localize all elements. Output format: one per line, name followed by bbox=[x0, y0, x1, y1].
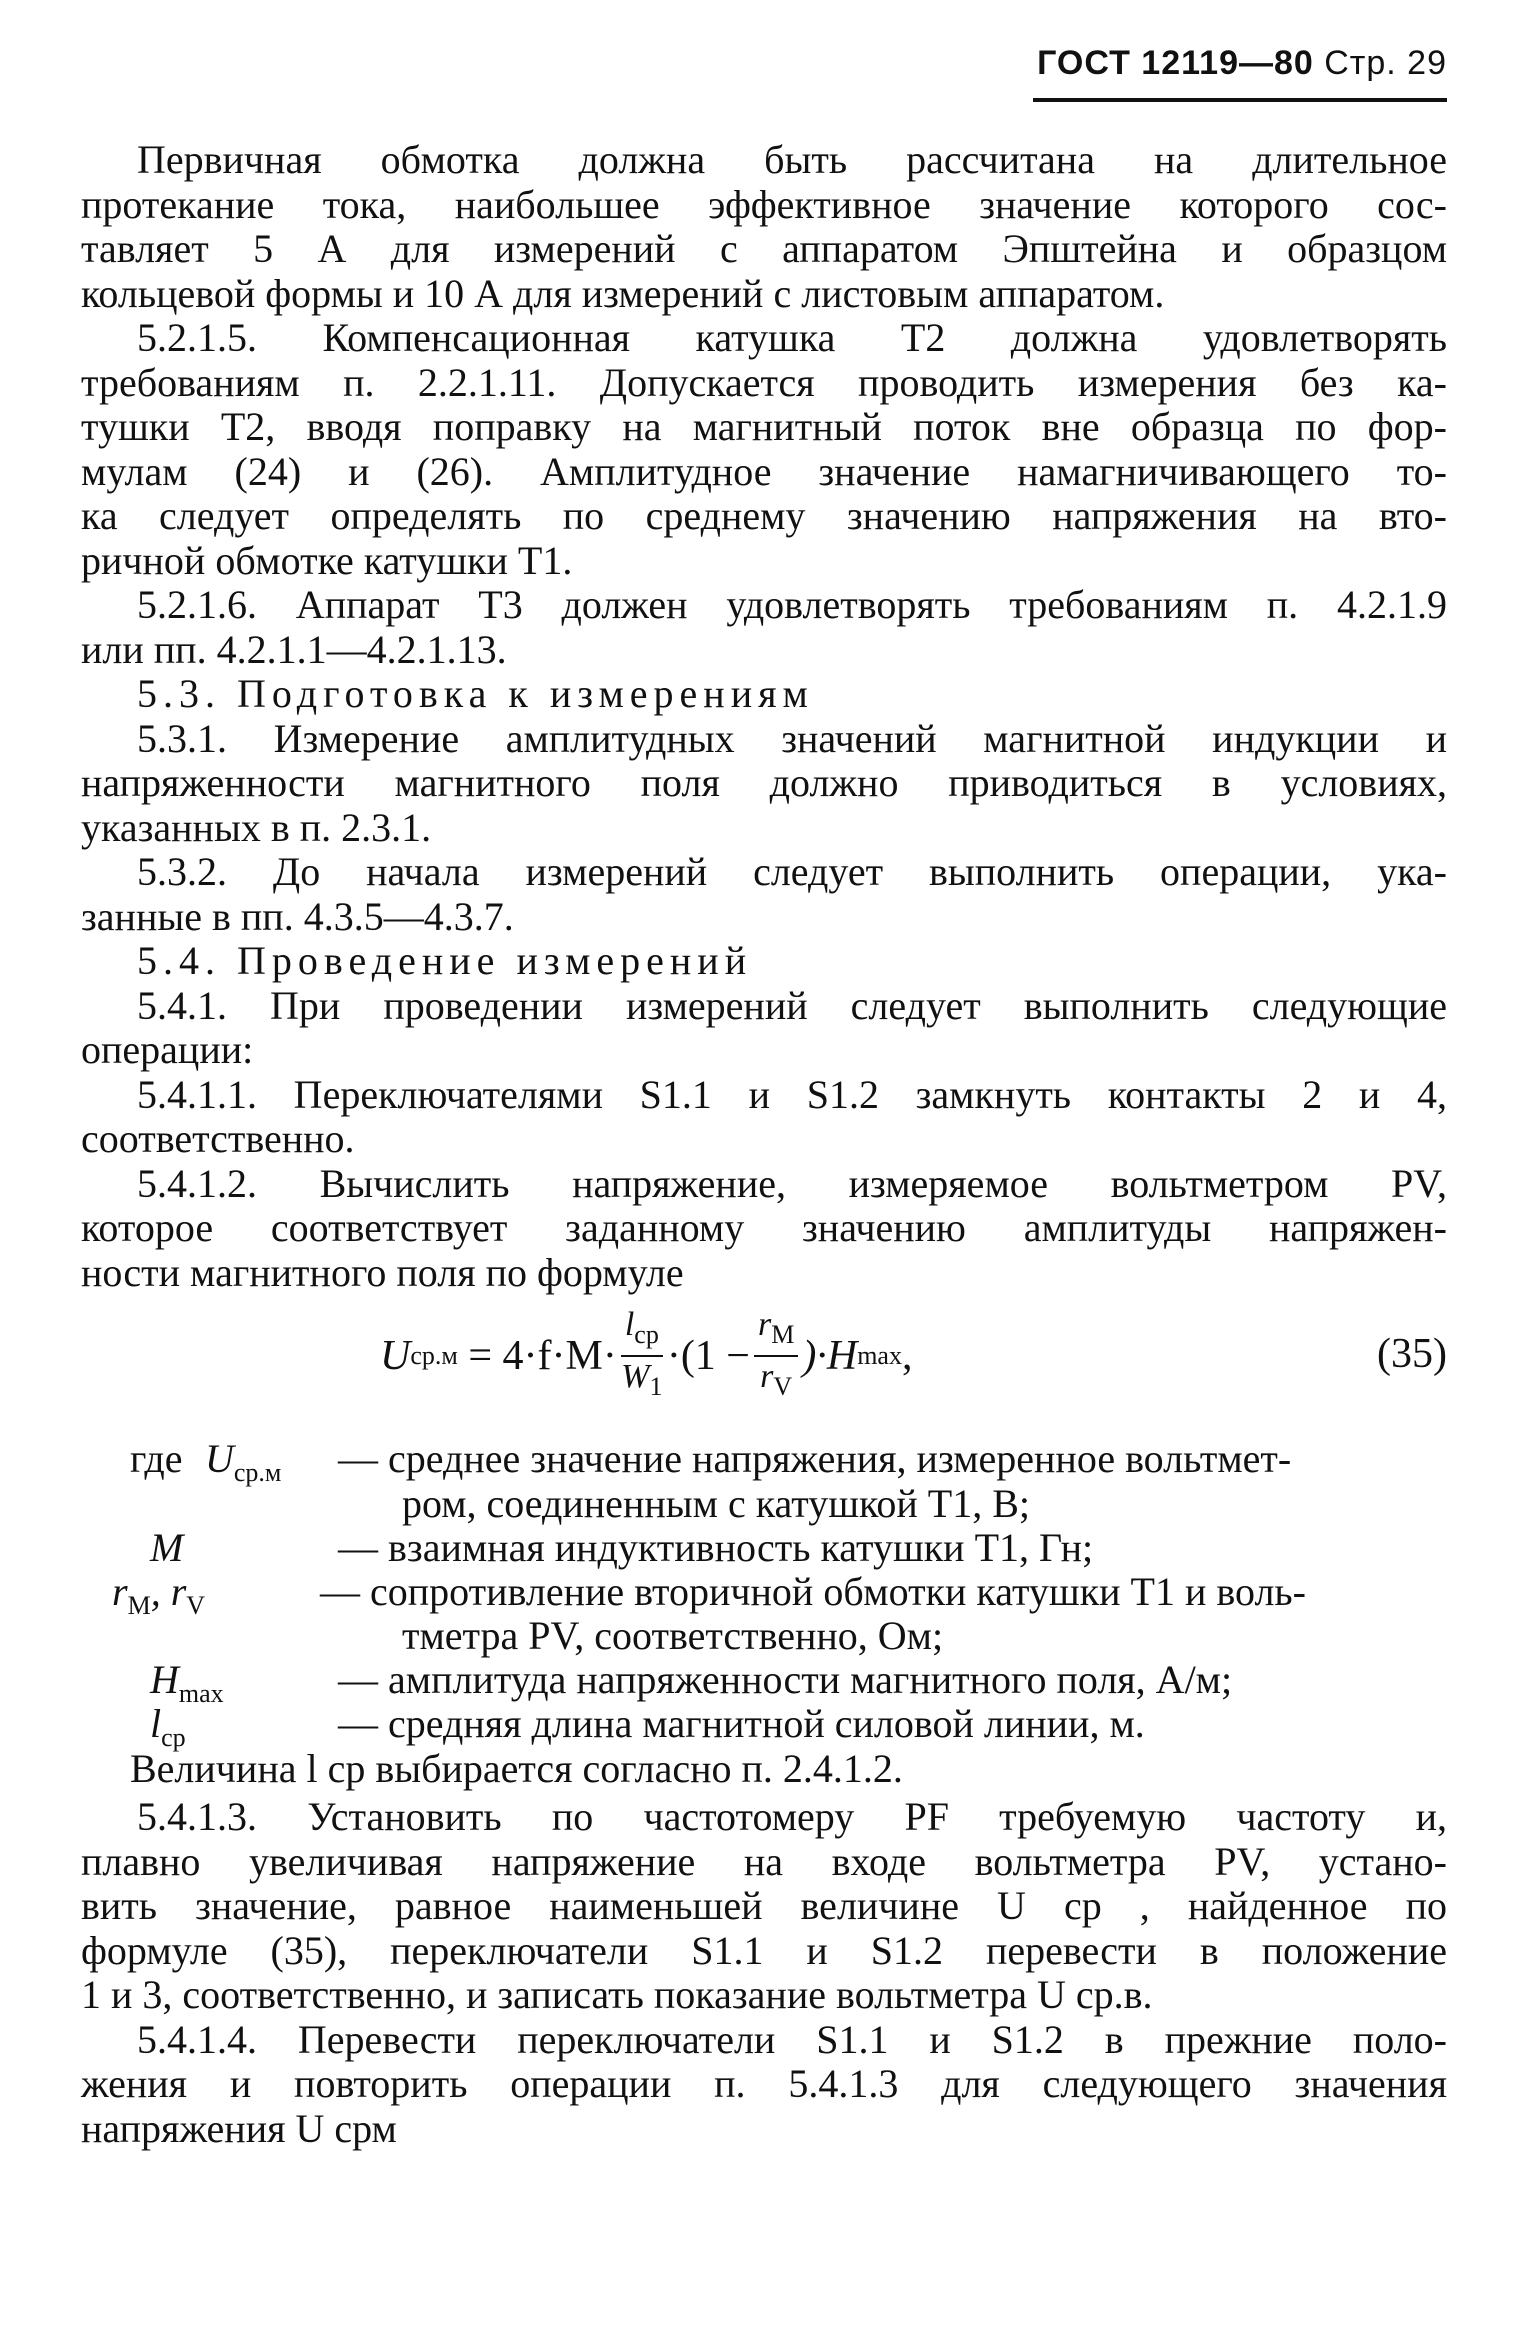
formula-hmax-sub: max bbox=[857, 1340, 902, 1370]
formula-tail: , bbox=[901, 1332, 913, 1379]
page-header bbox=[1037, 44, 1447, 83]
frac1-num-sub: ср bbox=[634, 1319, 659, 1349]
text-line: жения и повторить операции п. 5.4.1.3 для следующего значения bbox=[81, 2061, 1447, 2106]
text-line: 5.4.1. При проведении измерений следует выполнить следующие bbox=[137, 982, 1447, 1028]
equation-number: (35) bbox=[1377, 1331, 1447, 1377]
where-intro: где bbox=[130, 1436, 183, 1481]
symbol2-sub: V bbox=[186, 1591, 206, 1620]
paragraph bbox=[81, 1795, 1447, 2018]
symbol: H bbox=[150, 1657, 179, 1702]
where-definition: — амплитуда напряженности магнитного поля, А/м; bbox=[338, 1657, 1233, 1702]
text-line: напряженности магнитного поля должно приводиться в условиях, bbox=[81, 760, 1447, 805]
text-line: тушки Т2, вводя поправку на магнитный поток вне образца по фор- bbox=[81, 404, 1447, 449]
page-number: Стр. 29 bbox=[1324, 44, 1447, 82]
formula-lhs-sub: ср.м bbox=[410, 1340, 458, 1370]
symbol2: , r bbox=[150, 1569, 187, 1614]
frac1-den-sub: 1 bbox=[649, 1371, 663, 1401]
text-line: или пп. 4.2.1.1—4.2.1.13. bbox=[81, 626, 507, 672]
paragraph bbox=[81, 984, 1447, 1073]
text-line: ка следует определять по среднему значению напряжения на вто- bbox=[81, 493, 1447, 538]
section-heading bbox=[81, 939, 1447, 984]
text-line: плавно увеличивая напряжение на входе вольтметра PV, устано- bbox=[81, 1838, 1447, 1884]
formula-eq: = 4·f·M· bbox=[457, 1332, 617, 1379]
formula-mid: ·(1 − bbox=[666, 1332, 750, 1379]
text-line: указанных в п. 2.3.1. bbox=[81, 804, 432, 850]
header-rule bbox=[1033, 98, 1447, 102]
value-note: Величина l ср выбирается согласно п. 2.4.1.2. bbox=[130, 1746, 903, 1791]
frac2-den: r bbox=[760, 1357, 774, 1395]
main-text-2 bbox=[81, 1795, 1447, 2151]
formula-close: )·H bbox=[802, 1332, 858, 1379]
paragraph bbox=[81, 583, 1447, 672]
text-line: занные в пп. 4.3.5—4.3.7. bbox=[81, 893, 514, 939]
frac2-num: r bbox=[758, 1306, 772, 1343]
paragraph bbox=[81, 717, 1447, 851]
symbol: U bbox=[205, 1436, 234, 1481]
text-line: 5.4. Проведение измерений bbox=[137, 938, 753, 983]
text-line: протекание тока, наибольшее эффективное значение которого сос- bbox=[81, 181, 1447, 227]
where-symbol bbox=[112, 1568, 205, 1621]
text-line: 5.2.1.6. Аппарат Т3 должен удовлетворять требованиям п. 4.2.1.9 bbox=[137, 582, 1447, 627]
text-line: тавляет 5 А для измерений с аппаратом Эпштейна и образцом bbox=[81, 226, 1447, 271]
symbol: l bbox=[150, 1701, 162, 1746]
text-line: которое соответствует заданному значению амплитуды напряжен- bbox=[81, 1205, 1447, 1250]
text-line: операции: bbox=[81, 1027, 254, 1072]
paragraph bbox=[81, 138, 1447, 316]
paragraph bbox=[81, 1073, 1447, 1162]
text-line: 5.2.1.5. Компенсационная катушка Т2 должна удовлетворять bbox=[137, 315, 1447, 360]
frac2-den-sub: V bbox=[773, 1371, 793, 1401]
paragraph bbox=[81, 2018, 1447, 2152]
text-line: 1 и 3, соответственно, и записать показание вольтметра U ср.в. bbox=[81, 1972, 1153, 2017]
paragraph bbox=[81, 316, 1447, 583]
text-line: 5.4.1.4. Перевести переключатели S1.1 и S1.2 в прежние поло- bbox=[137, 2016, 1447, 2062]
text-line: 5.4.1.3. Установить по частотомеру PF требуемую частоту и, bbox=[137, 1794, 1447, 1839]
frac1-den: W bbox=[621, 1357, 650, 1395]
text-line: формуле (35), переключатели S1.1 и S1.2 перевести в положение bbox=[81, 1927, 1447, 1973]
text-line: ности магнитного поля по формуле bbox=[81, 1249, 684, 1295]
text-line: ричной обмотке катушки Т1. bbox=[81, 537, 573, 583]
section-heading bbox=[81, 672, 1447, 717]
text-line: 5.3.1. Измерение амплитудных значений магнитной индукции и bbox=[137, 715, 1447, 761]
text-line: Первичная обмотка должна быть рассчитана на длительное bbox=[137, 137, 1447, 182]
where-definition: — взаимная индуктивность катушки Т1, Гн; bbox=[338, 1525, 1094, 1570]
symbol-sub: ср bbox=[161, 1723, 186, 1752]
text-line: напряжения U срм bbox=[81, 2105, 397, 2151]
frac1-num: l bbox=[624, 1306, 635, 1343]
text-line: 5.3.2. До начала измерений следует выполнить операции, ука- bbox=[137, 849, 1447, 894]
text-line: мулам (24) и (26). Амплитудное значение намагничивающего то- bbox=[81, 448, 1447, 494]
text-line: требованиям п. 2.2.1.11. Допускается проводить измерения без ка- bbox=[81, 359, 1447, 405]
where-definition-cont: тметра PV, соответственно, Ом; bbox=[402, 1613, 944, 1658]
where-definition: — сопротивление вторичной обмотки катушки Т1 и воль- bbox=[320, 1569, 1306, 1614]
fraction-rm-rv bbox=[754, 1305, 798, 1407]
standard-number: ГОСТ 12119—80 bbox=[1037, 44, 1314, 82]
text-line: 5.4.1.1. Переключателями S1.1 и S1.2 замкнуть контакты 2 и 4, bbox=[137, 1071, 1447, 1117]
text-line: 5.4.1.2. Вычислить напряжение, измеряемое вольтметром PV, bbox=[137, 1160, 1447, 1206]
formula-35 bbox=[380, 1305, 912, 1407]
paragraph bbox=[81, 850, 1447, 939]
main-text bbox=[81, 138, 1447, 1295]
text-line: вить значение, равное наименьшей величине U ср , найденное по bbox=[81, 1883, 1447, 1928]
where-definition: — среднее значение напряжения, измеренное вольтмет- bbox=[338, 1436, 1292, 1481]
symbol-sub: M bbox=[127, 1591, 151, 1620]
symbol-sub: max bbox=[178, 1679, 224, 1708]
where-definition: — средняя длина магнитной силовой линии, м. bbox=[338, 1701, 1145, 1746]
where-definition-cont: ром, соединенным с катушкой Т1, В; bbox=[402, 1481, 1031, 1526]
symbol: M bbox=[150, 1525, 184, 1570]
where-symbol bbox=[205, 1435, 281, 1488]
fraction-lcp-w1 bbox=[621, 1305, 663, 1407]
paragraph bbox=[81, 1162, 1447, 1296]
text-line: кольцевой формы и 10 А для измерений с листовым аппаратом. bbox=[81, 270, 1165, 316]
text-line: 5.3. Подготовка к измерениям bbox=[137, 671, 814, 716]
where-symbol bbox=[150, 1524, 183, 1571]
frac2-num-sub: M bbox=[771, 1319, 795, 1349]
formula-lhs: U bbox=[380, 1332, 411, 1379]
text-line: соответственно. bbox=[81, 1116, 355, 1161]
symbol-sub: ср.м bbox=[233, 1458, 282, 1487]
symbol: r bbox=[112, 1569, 128, 1614]
